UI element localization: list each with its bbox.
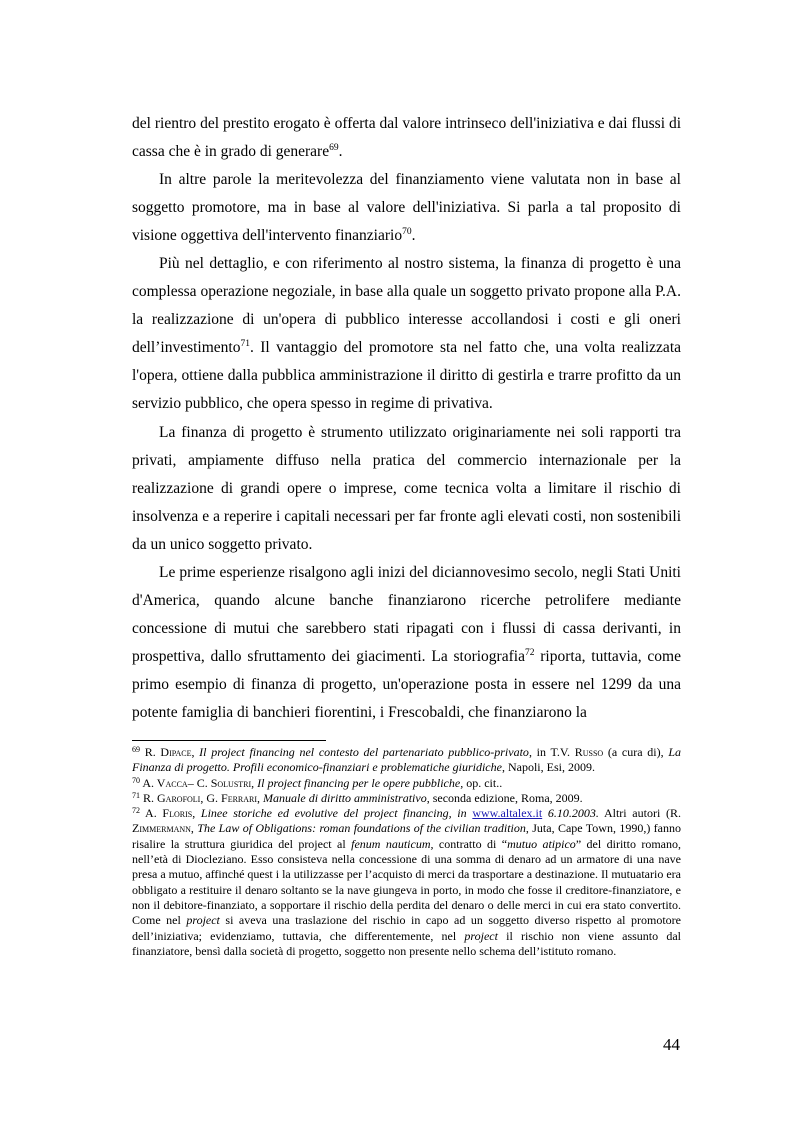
citation-title: Manuale di diritto amministrativo [263, 790, 427, 805]
paragraph-4 [132, 419, 681, 559]
footnote-text: A. F [140, 806, 170, 821]
citation-title: Il project financing per le opere pubbliche, [257, 775, 464, 790]
footnote-text: , [190, 821, 198, 836]
footnote-text: op. cit.. [463, 775, 503, 790]
footnote-text: , [251, 775, 258, 790]
footnote-72 [132, 806, 681, 959]
author-name: usso [582, 745, 604, 759]
paragraph-text: Più nel dettaglio, e con riferimento al nostro sistema, la finanza di progetto è una complessa operazione negoziale, in base alla quale un soggetto privato propone alla P.A. la realizzazione di un'opera di pubblico interesse accollandosi i costi e gli oneri dell’investimento [132, 255, 681, 357]
footnote-71 [132, 791, 681, 806]
footnote-ref-70[interactable]: 70 [402, 227, 412, 238]
citation-title: La Finanza di progetto. Profili economico-finanziari e problematiche giuridiche [132, 745, 681, 775]
paragraph-text: . [411, 227, 416, 245]
paragraph-text: del rientro del prestito erogato è offerta dal valore intrinseco dell'iniziativa e dai flussi di cassa che è in grado di generare [132, 115, 681, 161]
author-name: arofoli [165, 790, 201, 805]
footnote-text: , Napoli, Esi, 2009. [501, 760, 595, 775]
citation-title: Il project financing nel contesto del partenariato pubblico-privato [199, 745, 529, 759]
author-name: ipace [169, 745, 192, 759]
latin-term: fenum nauticum, [351, 836, 434, 851]
paragraph-5 [132, 559, 681, 727]
author-name: errari [227, 790, 258, 805]
citation-title: The Law of Obligations: roman foundations of the civilian tradition [197, 821, 526, 836]
altalex-link[interactable]: www.altalex.it [472, 806, 543, 821]
term-project: project [186, 913, 220, 928]
footnote-number: 69 [132, 745, 140, 754]
latin-term: mutuo atipico [507, 836, 576, 851]
paragraph-1 [132, 110, 681, 166]
paragraph-text: La finanza di progetto è strumento utilizzato originariamente nei soli rapporti tra privati, ampiamente diffuso nella pratica del commercio internazionale per la realizzazione di grandi opere o imprese, come tecnica volta a limitare il rischio di insolvenza e a reperire i capitali necessari per far fronte agli elevati costi, non sostenibili da un unico soggetto privato. [132, 423, 681, 553]
footnote-70 [132, 776, 681, 791]
footnote-ref-72[interactable]: 72 [524, 647, 535, 658]
paragraph-2 [132, 166, 681, 250]
footnote-text: A. V [140, 775, 166, 790]
footnote-number: 71 [132, 790, 140, 800]
footnote-text: , [257, 790, 264, 805]
paragraph-text: Le prime esperienze risalgono agli inizi del diciannovesimo secolo, negli Stati Uniti d'America, quando alcune banche finanziarono ricerche petrolifere mediante concessione di mutui che sarebbero stati ripagati con i flussi di cassa derivanti, in prospettiva, dallo sfruttamento dei giacimenti. La storiografia [132, 563, 681, 665]
footnote-text: – C. S [187, 775, 218, 790]
author-name: acca [165, 775, 188, 790]
footnote-text: si aveva una traslazione del rischio in capo ad un soggetto diverso rispetto al promotore dell’iniziativa; evidenziamo, tuttavia, che differentemente, nel [132, 913, 682, 943]
paragraph-3 [132, 250, 681, 418]
footnote-text: R. D [140, 745, 170, 759]
footnote-text: Altri autori (R. Z [132, 806, 681, 836]
citation-date: 6.10.2003. [542, 806, 599, 821]
footnote-text: il rischio non viene assunto dal finanziatore, bensì dalla società di progetto, soggetto non presente nello schema dell’istituto romano. [132, 928, 681, 958]
paragraph-text: In altre parole la meritevolezza del finanziamento viene valutata non in base al soggetto promotore, ma in base al valore dell'iniziativa. Si parla a tal proposito di visione oggettiva dell'intervento finanziario [132, 171, 681, 245]
paragraph-text: riporta, tuttavia, come primo esempio di finanza di progetto, un'operazione posta in essere nel 1299 da una potente famiglia di banchieri fiorentini, i Frescobaldi, che finanziarono la [132, 647, 681, 721]
footnote-ref-71[interactable]: 71 [240, 339, 250, 350]
author-name: olustri [217, 775, 252, 790]
term-project: project [464, 928, 498, 943]
footnote-text: , Juta, Cape Town, 1990,) fanno risalire la struttura giuridica del project al [132, 821, 682, 851]
footnote-separator [132, 740, 326, 741]
footnote-ref-69[interactable]: 69 [329, 143, 339, 154]
footnote-text: , [192, 806, 201, 821]
footnote-number: 70 [132, 775, 140, 785]
footnote-text: , seconda edizione, Roma, 2009. [426, 790, 583, 805]
author-name: immermann [139, 821, 191, 836]
paragraph-text: . Il vantaggio del promotore sta nel fatto che, una volta realizzata l'opera, ottiene dalla pubblica amministrazione il diritto di gestirla e trarre profitto da un servizio pubblico, che opera spesso in regime di privativa. [132, 339, 681, 413]
footnote-text: , G. F [200, 790, 228, 805]
paragraph-text: . [338, 143, 343, 161]
body-text [132, 110, 681, 727]
page-number: 44 [663, 1035, 680, 1054]
footnote-text: , [191, 745, 200, 759]
footnote-text: ” del diritto romano, nell’età di Diocleziano. Esso consisteva nella concessione di una somma di denaro ad un armatore di una nave presa a mutuo, affinché quest i la utilizzasse per l’acquisto di merci da trasportare a destinazione. Il mutuatario era obbligato a restituire il denaro soltanto se la nave giungeva in porto, in modo che fosse il creditore-finanziatore, e non il debitore-finanziato, a sopportare il rischio della perdita del denaro o delle merci in cui era stato convertito. Come nel [132, 836, 682, 928]
footnote-text: (a cura di), [603, 745, 669, 759]
citation-title: Linee storiche ed evolutive del project financing, in [200, 806, 473, 821]
footnote-text: , in T.V. R [528, 745, 583, 759]
footnote-text: R. G [140, 790, 166, 805]
footnote-text: contratto di “ [433, 836, 508, 851]
footnotes [132, 745, 681, 959]
footnote-69 [132, 745, 681, 776]
footnote-number: 72 [132, 806, 140, 816]
author-name: loris [169, 806, 193, 821]
